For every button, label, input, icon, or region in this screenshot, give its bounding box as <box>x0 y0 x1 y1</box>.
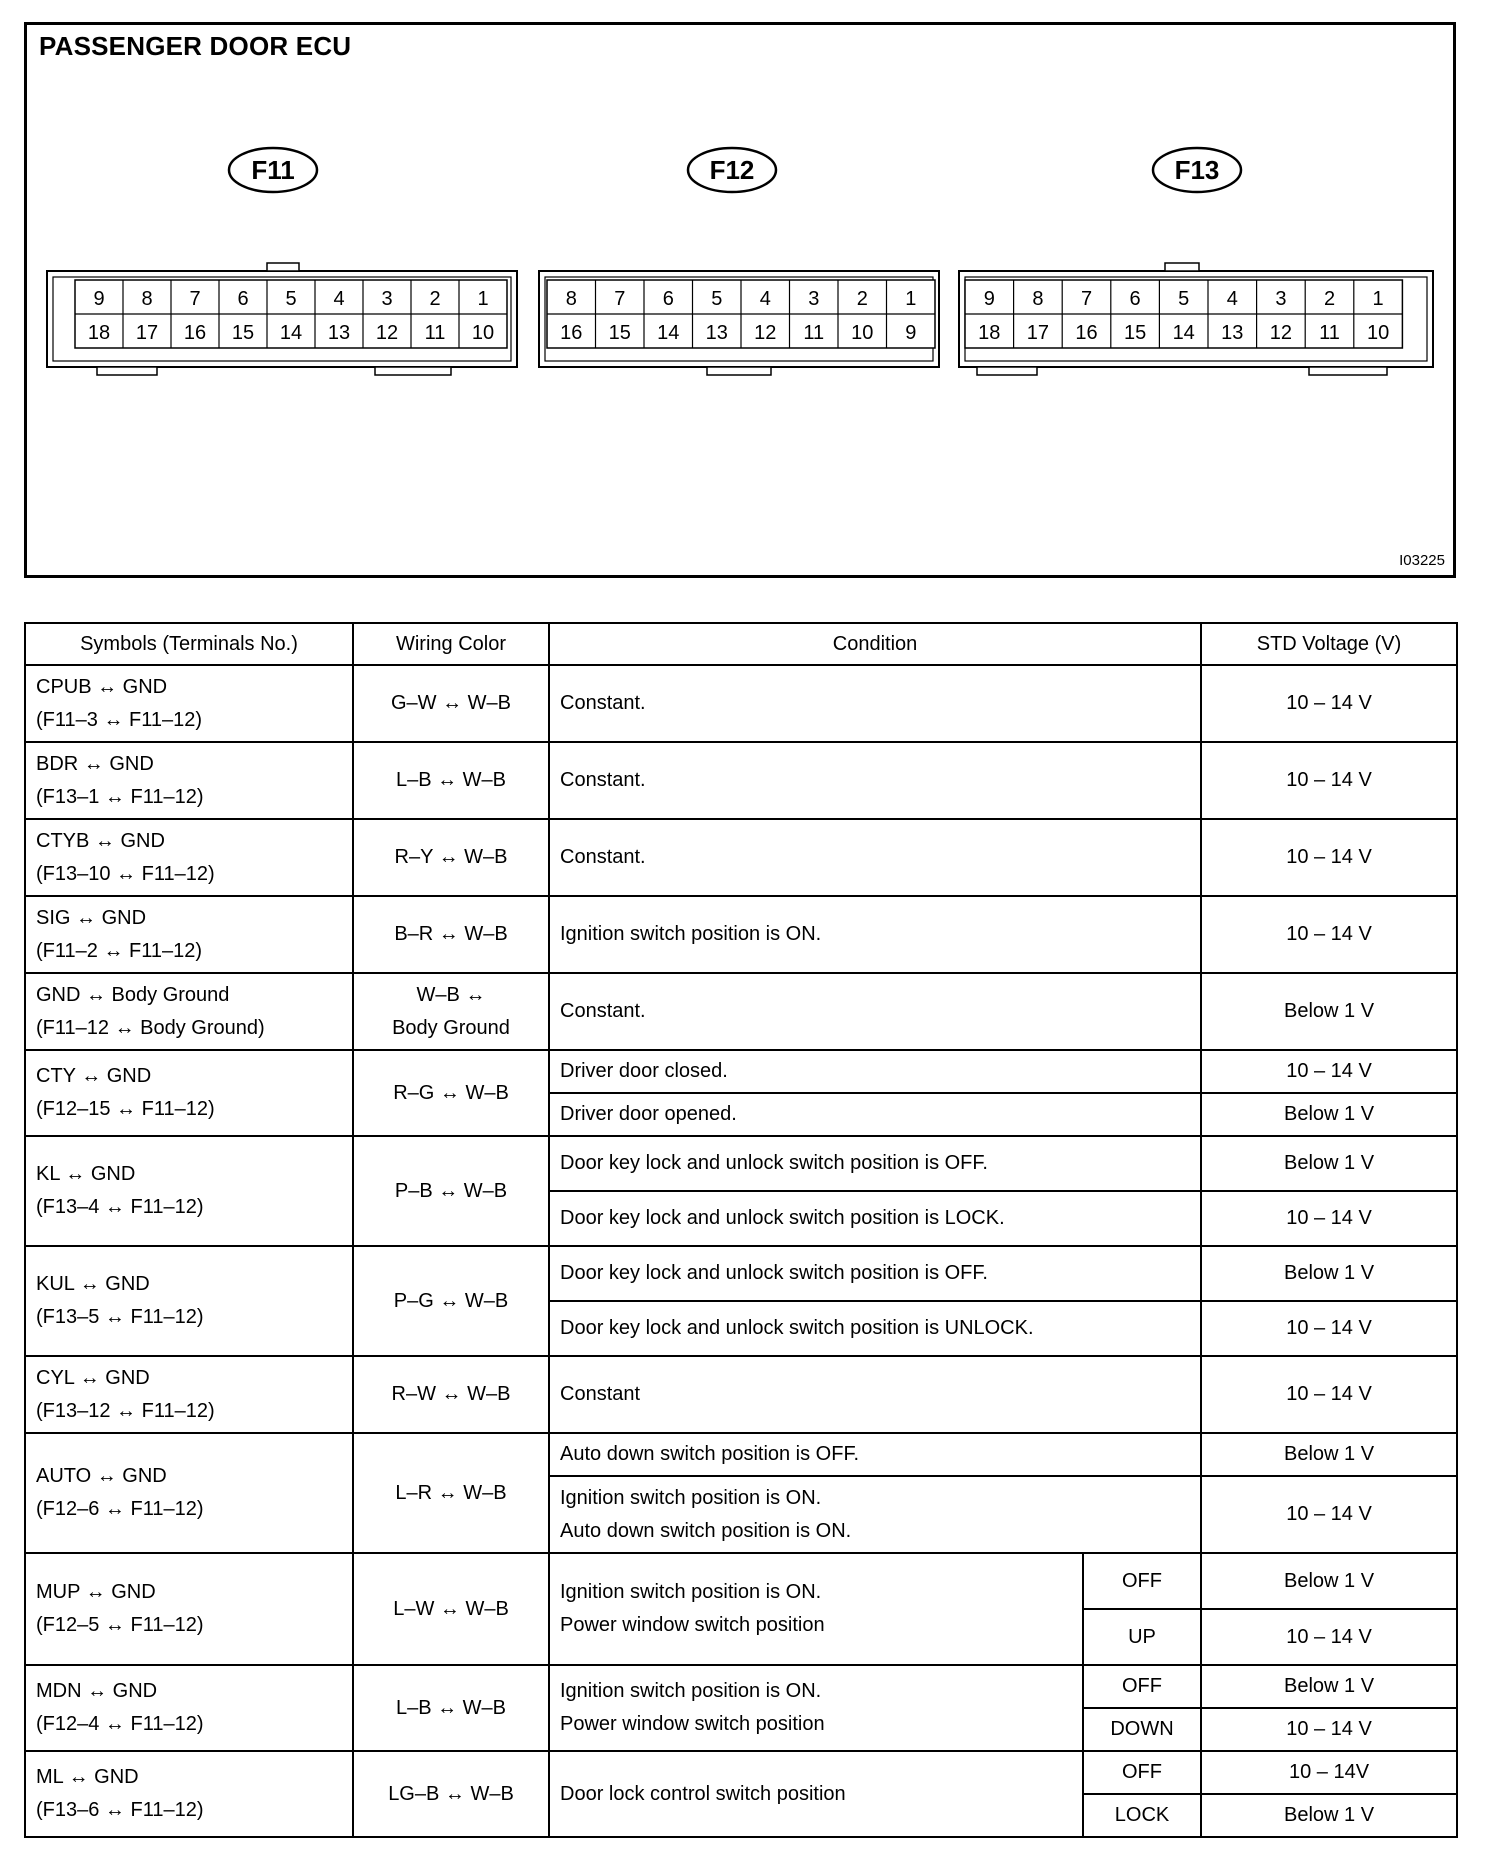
terminal-numbers: (F13–5 ↔ F11–12) <box>36 1306 204 1328</box>
terminal-number: 5 <box>711 288 723 310</box>
terminal-numbers: (F13–6 ↔ F11–12) <box>36 1799 204 1821</box>
symbol-name: KL ↔ GND <box>36 1163 136 1185</box>
condition-text: Ignition switch position is ON. <box>560 923 822 945</box>
terminal-number: 4 <box>759 288 771 310</box>
terminal-numbers: (F11–12 ↔ Body Ground) <box>36 1016 265 1039</box>
wiring-color-cell <box>353 1246 549 1356</box>
condition-text: Driver door closed. <box>560 1060 728 1082</box>
terminal-number: 1 <box>477 288 489 310</box>
connector-lock-lug <box>1165 263 1199 271</box>
condition-text: Power window switch position <box>560 1713 825 1735</box>
symbol-name: CTYB ↔ GND <box>36 829 165 852</box>
condition-cell <box>549 1301 1201 1356</box>
terminal-number: 16 <box>1075 322 1098 344</box>
wiring-color: R–Y ↔ W–B <box>394 846 508 868</box>
voltage-cell: 10 – 14 V <box>1201 1708 1457 1751</box>
wiring-color-cell <box>353 1751 549 1837</box>
wiring-color-cell <box>353 665 549 742</box>
connector-base-tab <box>97 367 157 375</box>
table-body <box>25 665 1457 1837</box>
wiring-color-cell <box>353 1553 549 1665</box>
terminal-numbers: (F13–1 ↔ F11–12) <box>36 785 204 808</box>
wiring-color: L–W ↔ W–B <box>393 1597 509 1620</box>
terminal-number: 7 <box>614 288 626 310</box>
wiring-color-cell <box>353 1356 549 1433</box>
table-row <box>25 665 1457 742</box>
wiring-color: G–W ↔ W–B <box>390 692 511 714</box>
terminal-number: 1 <box>1372 288 1384 310</box>
voltage-cell: 10 – 14 V <box>1201 742 1457 819</box>
wiring-color: Body Ground <box>392 1016 510 1039</box>
voltage-cell: Below 1 V <box>1201 1553 1457 1609</box>
terminal-number: 4 <box>333 288 345 310</box>
voltage-cell: 10 – 14 V <box>1201 1356 1457 1433</box>
wiring-color-cell <box>353 1665 549 1751</box>
terminal-number: 6 <box>1129 288 1141 310</box>
terminal-number: 15 <box>231 322 255 344</box>
terminal-number: 14 <box>279 322 303 344</box>
symbol-name: ML ↔ GND <box>36 1766 139 1788</box>
symbol-name: KUL ↔ GND <box>36 1273 150 1295</box>
terminal-number: 14 <box>1172 322 1195 344</box>
terminal-number: 2 <box>1323 288 1336 310</box>
terminal-number: 2 <box>429 288 441 310</box>
switch-position-cell: OFF <box>1083 1751 1201 1794</box>
condition-cell <box>549 1093 1201 1136</box>
voltage-cell: 10 – 14 V <box>1201 819 1457 896</box>
terminal-number: 1 <box>905 288 917 310</box>
terminal-number: 8 <box>1032 288 1044 310</box>
terminal-number: 3 <box>381 288 393 310</box>
condition-text: Ignition switch position is ON. <box>560 1486 822 1509</box>
terminal-numbers: (F12–4 ↔ F11–12) <box>36 1713 204 1735</box>
symbol-name: AUTO ↔ GND <box>36 1465 167 1487</box>
table-row <box>25 1356 1457 1433</box>
symbol-cell <box>25 819 353 896</box>
terminal-number: 13 <box>1221 322 1244 344</box>
terminal-number: 10 <box>851 322 874 344</box>
condition-cell <box>549 1476 1201 1553</box>
connector-base-tab <box>707 367 771 375</box>
terminal-number: 15 <box>1123 322 1147 344</box>
switch-position-cell: DOWN <box>1083 1708 1201 1751</box>
terminal-numbers: (F13–4 ↔ F11–12) <box>36 1196 204 1218</box>
wiring-color-cell <box>353 1433 549 1553</box>
voltage-cell: Below 1 V <box>1201 1665 1457 1708</box>
voltage-cell: Below 1 V <box>1201 973 1457 1050</box>
terminal-number: 16 <box>183 322 207 344</box>
condition-cell <box>549 1191 1201 1246</box>
connector-base-tab <box>977 367 1037 375</box>
terminal-number: 17 <box>135 322 159 344</box>
header-wiring-color: Wiring Color <box>353 623 549 665</box>
condition-text: Door key lock and unlock switch position is OFF. <box>560 1152 988 1174</box>
terminal-number: 17 <box>1026 322 1050 344</box>
terminal-numbers: (F12–15 ↔ F11–12) <box>36 1098 215 1120</box>
voltage-cell: 10 – 14 V <box>1201 1476 1457 1553</box>
terminal-number: 13 <box>327 322 351 344</box>
table-row <box>25 1136 1457 1191</box>
terminal-number: 9 <box>983 288 995 310</box>
terminal-number: 11 <box>803 322 825 344</box>
wiring-color-cell <box>353 1136 549 1246</box>
voltage-cell: 10 – 14 V <box>1201 896 1457 973</box>
terminal-number: 18 <box>87 322 111 344</box>
voltage-cell: Below 1 V <box>1201 1794 1457 1837</box>
wiring-color: R–W ↔ W–B <box>391 1383 511 1405</box>
terminal-number: 6 <box>237 288 249 310</box>
connector-lock-lug <box>267 263 299 271</box>
condition-cell <box>549 1665 1083 1751</box>
symbol-name: GND ↔ Body Ground <box>36 983 230 1006</box>
wiring-color: P–G ↔ W–B <box>393 1289 509 1312</box>
condition-text: Auto down switch position is ON. <box>560 1519 852 1542</box>
terminal-number: 9 <box>905 322 917 344</box>
voltage-cell: 10 – 14 V <box>1201 665 1457 742</box>
terminal-number: 5 <box>1178 288 1190 310</box>
condition-cell <box>549 896 1201 973</box>
header-symbols: Symbols (Terminals No.) <box>25 623 353 665</box>
terminal-voltage-table <box>24 622 1458 1838</box>
wiring-color: W–B ↔ <box>416 983 486 1006</box>
symbol-cell <box>25 1050 353 1136</box>
wiring-color: R–G ↔ W–B <box>393 1081 509 1104</box>
terminal-number: 2 <box>856 288 868 310</box>
condition-cell <box>549 1246 1201 1301</box>
symbol-cell <box>25 1246 353 1356</box>
symbol-cell <box>25 973 353 1050</box>
condition-cell <box>549 1553 1083 1665</box>
switch-position-cell: UP <box>1083 1609 1201 1665</box>
condition-cell <box>549 1751 1083 1837</box>
symbol-cell <box>25 665 353 742</box>
condition-text: Ignition switch position is ON. <box>560 1680 822 1702</box>
connector-label: F12 <box>709 155 755 185</box>
voltage-cell: Below 1 V <box>1201 1246 1457 1301</box>
terminal-number: 13 <box>705 322 728 344</box>
terminal-number: 7 <box>189 288 201 310</box>
condition-text: Constant. <box>560 846 646 868</box>
symbol-name: SIG ↔ GND <box>36 906 147 929</box>
terminal-number: 18 <box>978 322 1001 344</box>
terminal-numbers: (F11–3 ↔ F11–12) <box>36 708 203 731</box>
table-row <box>25 973 1457 1050</box>
connector-label: F13 <box>1174 155 1220 185</box>
voltage-cell: 10 – 14 V <box>1201 1609 1457 1665</box>
terminal-number: 7 <box>1080 288 1093 310</box>
condition-text: Constant. <box>560 1000 646 1022</box>
condition-text: Constant. <box>560 769 646 791</box>
terminal-number: 5 <box>285 288 297 310</box>
table-row <box>25 1433 1457 1476</box>
condition-text: Door key lock and unlock switch position is UNLOCK. <box>560 1317 1034 1339</box>
diagram-title: PASSENGER DOOR ECU <box>39 31 352 61</box>
switch-position-cell: OFF <box>1083 1665 1201 1708</box>
switch-position-cell: LOCK <box>1083 1794 1201 1837</box>
connector-base-tab <box>375 367 451 375</box>
condition-cell <box>549 973 1201 1050</box>
terminal-numbers: (F12–6 ↔ F11–12) <box>36 1498 204 1520</box>
table-row <box>25 1665 1457 1708</box>
symbol-name: MDN ↔ GND <box>36 1680 158 1702</box>
connector-base-tab <box>1309 367 1387 375</box>
condition-cell <box>549 1136 1201 1191</box>
wiring-color-cell <box>353 896 549 973</box>
wiring-color: L–B ↔ W–B <box>395 1696 507 1719</box>
condition-cell <box>549 1433 1201 1476</box>
symbol-name: CYL ↔ GND <box>36 1366 150 1389</box>
symbol-name: MUP ↔ GND <box>36 1581 156 1603</box>
terminal-numbers: (F12–5 ↔ F11–12) <box>36 1614 204 1636</box>
symbol-name: CTY ↔ GND <box>36 1065 152 1087</box>
symbol-cell <box>25 742 353 819</box>
condition-text: Constant. <box>560 692 646 714</box>
header-std-voltage: STD Voltage (V) <box>1201 623 1457 665</box>
symbol-cell <box>25 1356 353 1433</box>
table-row <box>25 1246 1457 1301</box>
condition-text: Driver door opened. <box>560 1103 737 1125</box>
condition-text: Door lock control switch position <box>560 1782 846 1805</box>
condition-cell <box>549 1356 1201 1433</box>
terminal-number: 8 <box>565 288 577 310</box>
symbol-cell <box>25 1553 353 1665</box>
terminal-numbers: (F13–12 ↔ F11–12) <box>36 1399 215 1422</box>
terminal-number: 12 <box>1269 322 1293 344</box>
wiring-color: L–B ↔ W–B <box>395 769 507 791</box>
figure-id: I03225 <box>1399 552 1445 569</box>
voltage-cell: 10 – 14V <box>1201 1751 1457 1794</box>
table-row <box>25 1751 1457 1794</box>
symbol-cell <box>25 1433 353 1553</box>
condition-text: Door key lock and unlock switch position is OFF. <box>560 1262 988 1284</box>
terminal-number: 6 <box>662 288 674 310</box>
wiring-color: P–B ↔ W–B <box>394 1179 508 1202</box>
terminal-number: 4 <box>1226 288 1238 310</box>
terminal-number: 10 <box>1366 322 1390 344</box>
wiring-color: LG–B ↔ W–B <box>388 1782 514 1805</box>
connector-label: F11 <box>251 155 295 185</box>
connector-diagram <box>27 25 1453 575</box>
voltage-cell: Below 1 V <box>1201 1136 1457 1191</box>
terminal-number: 14 <box>657 322 680 344</box>
condition-cell <box>549 1050 1201 1093</box>
symbol-cell <box>25 1751 353 1837</box>
terminal-number: 8 <box>141 288 153 310</box>
wiring-color-cell <box>353 819 549 896</box>
table-header-row <box>25 623 1457 665</box>
terminal-number: 12 <box>754 322 777 344</box>
terminal-number: 3 <box>1275 288 1287 310</box>
connector-diagram-panel <box>24 22 1456 578</box>
condition-cell <box>549 819 1201 896</box>
voltage-cell: 10 – 14 V <box>1201 1301 1457 1356</box>
switch-position-cell: OFF <box>1083 1553 1201 1609</box>
table-row <box>25 896 1457 973</box>
condition-cell <box>549 742 1201 819</box>
terminal-numbers: (F13–10 ↔ F11–12) <box>36 862 215 885</box>
condition-text: Ignition switch position is ON. <box>560 1581 822 1603</box>
table-row <box>25 1553 1457 1609</box>
condition-text: Auto down switch position is OFF. <box>560 1443 860 1465</box>
terminal-number: 12 <box>375 322 399 344</box>
voltage-cell: Below 1 V <box>1201 1093 1457 1136</box>
terminal-number: 3 <box>808 288 820 310</box>
wiring-color-cell <box>353 742 549 819</box>
terminal-number: 11 <box>1319 322 1340 344</box>
terminal-numbers: (F11–2 ↔ F11–12) <box>36 939 203 962</box>
voltage-cell: Below 1 V <box>1201 1433 1457 1476</box>
condition-text: Door key lock and unlock switch position is LOCK. <box>560 1207 1005 1229</box>
terminal-number: 10 <box>471 322 495 344</box>
symbol-name: CPUB ↔ GND <box>36 675 168 698</box>
wiring-color-cell <box>353 1050 549 1136</box>
header-condition: Condition <box>549 623 1201 665</box>
symbol-cell <box>25 1136 353 1246</box>
terminal-number: 11 <box>424 322 446 344</box>
terminal-number: 15 <box>608 322 631 344</box>
voltage-cell: 10 – 14 V <box>1201 1050 1457 1093</box>
condition-text: Constant <box>560 1383 641 1405</box>
terminal-number: 9 <box>93 288 105 310</box>
symbol-cell <box>25 1665 353 1751</box>
wiring-color: B–R ↔ W–B <box>394 923 508 945</box>
condition-text: Power window switch position <box>560 1614 825 1636</box>
table-row <box>25 819 1457 896</box>
wiring-color-cell <box>353 973 549 1050</box>
wiring-color: L–R ↔ W–B <box>395 1481 507 1504</box>
symbol-cell <box>25 896 353 973</box>
symbol-name: BDR ↔ GND <box>36 752 154 775</box>
condition-cell <box>549 665 1201 742</box>
table-row <box>25 742 1457 819</box>
table-row <box>25 1050 1457 1093</box>
terminal-number: 16 <box>560 322 583 344</box>
voltage-cell: 10 – 14 V <box>1201 1191 1457 1246</box>
